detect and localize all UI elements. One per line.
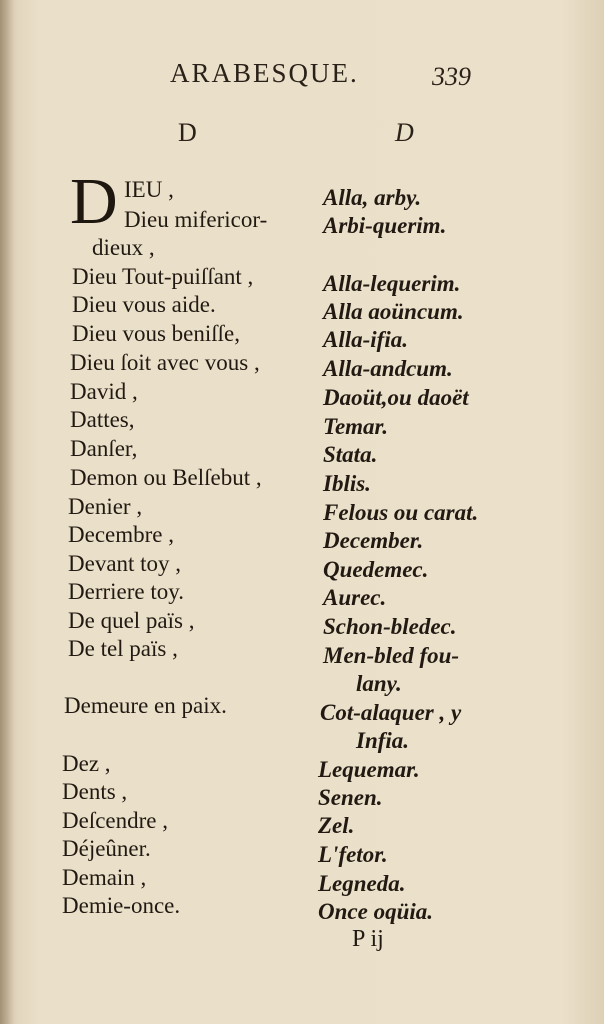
entry-french: Dieu ſoit avec vous , bbox=[70, 350, 260, 375]
entry-french: Demie-once. bbox=[62, 893, 181, 918]
entry-french: Danſer, bbox=[70, 436, 138, 461]
running-head: ARABESQUE. bbox=[170, 58, 359, 88]
entry-arabic: Arbi-querim. bbox=[323, 213, 447, 238]
drop-cap: D bbox=[70, 165, 118, 238]
entry-french: Derriere toy. bbox=[68, 579, 184, 604]
entry-french: Dieu vous beniſſe, bbox=[72, 321, 240, 346]
entry-french: Dieu Tout-puiſſant , bbox=[72, 264, 254, 289]
entry-french: Dieu mifericor- bbox=[124, 207, 268, 232]
entry-french: Déjeûner. bbox=[62, 836, 151, 861]
entry-arabic: Alla aoüncum. bbox=[323, 299, 464, 324]
entry-arabic: Quedemec. bbox=[323, 557, 429, 582]
entry-arabic: Schon-bledec. bbox=[323, 614, 457, 639]
entry-arabic: Alla-lequerim. bbox=[323, 271, 461, 296]
entry-arabic: December. bbox=[323, 528, 424, 553]
entry-french: Deſcendre , bbox=[62, 808, 168, 833]
entry-arabic: Iblis. bbox=[323, 471, 371, 496]
entry-arabic: Daoüt,ou daoët bbox=[323, 385, 469, 410]
entry-arabic: Cot-alaquer , y bbox=[320, 700, 462, 725]
entry-arabic: Men-bled fou- bbox=[323, 643, 460, 668]
entry-arabic: Alla-andcum. bbox=[323, 356, 453, 381]
entry-french: Demain , bbox=[62, 865, 147, 890]
entry-arabic: Temar. bbox=[323, 414, 388, 439]
page-number: 339 bbox=[432, 62, 471, 91]
entry-arabic: Alla, arby. bbox=[323, 185, 422, 210]
entry-french: IEU , bbox=[124, 177, 174, 202]
entry-french: Dattes, bbox=[70, 407, 135, 432]
entry-arabic: Alla-ifia. bbox=[323, 327, 408, 352]
entry-arabic: Once oqüia. bbox=[318, 899, 433, 924]
entry-french: De tel païs , bbox=[68, 636, 178, 661]
entry-french: De quel païs , bbox=[68, 608, 195, 633]
entry-arabic: Felous ou carat. bbox=[323, 500, 479, 525]
signature-mark: P ij bbox=[352, 926, 384, 952]
entry-arabic: Zel. bbox=[318, 813, 355, 838]
entry-french: Dieu vous aide. bbox=[72, 292, 216, 317]
entry-french: Demon ou Belſebut , bbox=[70, 465, 262, 490]
entry-arabic: L'fetor. bbox=[318, 842, 388, 867]
entry-french: Dents , bbox=[62, 779, 128, 804]
entry-french: David , bbox=[70, 379, 138, 404]
entry-arabic: Aurec. bbox=[323, 585, 387, 610]
entry-arabic: Infia. bbox=[356, 728, 410, 753]
entry-french: Devant toy , bbox=[68, 551, 182, 576]
entry-french: Decembre , bbox=[68, 522, 174, 547]
entry-arabic: lany. bbox=[356, 671, 402, 696]
entry-french: Demeure en paix. bbox=[64, 693, 227, 718]
entry-french: Denier , bbox=[68, 494, 143, 519]
entry-arabic: Legneda. bbox=[318, 871, 406, 896]
entry-arabic: Stata. bbox=[323, 442, 378, 467]
entry-french: Dez , bbox=[62, 751, 111, 776]
entry-french: dieux , bbox=[92, 235, 155, 260]
entry-arabic: Senen. bbox=[318, 785, 383, 810]
column-letter-french: D bbox=[178, 118, 197, 147]
column-letter-arabic: D bbox=[395, 118, 414, 147]
entry-arabic: Lequemar. bbox=[318, 757, 420, 782]
